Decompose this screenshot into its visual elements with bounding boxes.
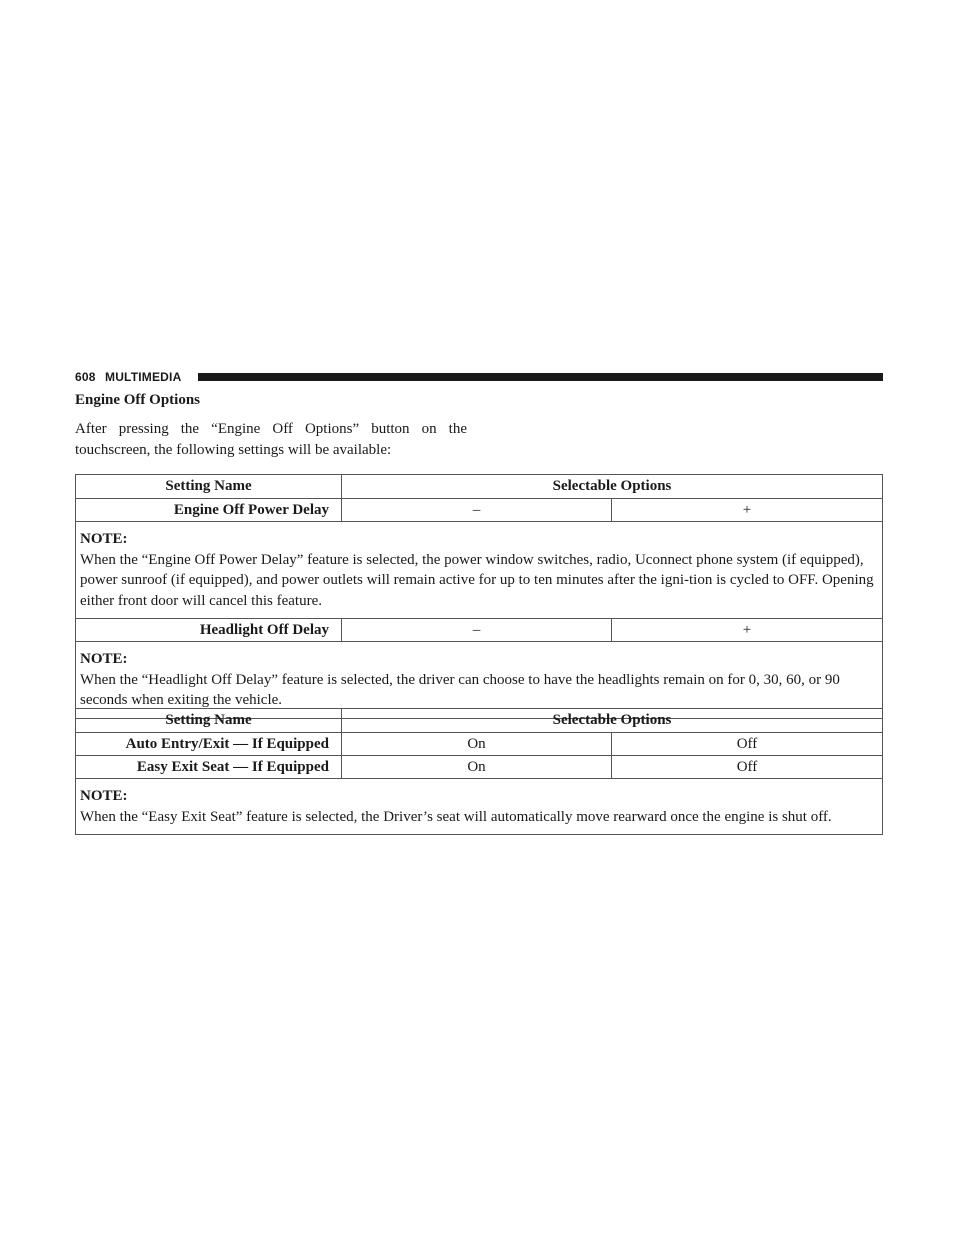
note-text: When the “Engine Off Power Delay” feature is selected, the power window switches, radio, Uconnect phone system (if equipped), power sunroof (if equipped), and power outlets will remain active for up to ten minutes after the igni-tion is cycled to OFF. Opening either front door will cancel this feature. xyxy=(80,551,874,609)
table-header-row xyxy=(76,709,883,733)
settings-table-exit xyxy=(75,708,883,835)
settings-table-engine-off xyxy=(75,474,883,719)
column-header-setting-name: Setting Name xyxy=(76,475,342,499)
note-cell xyxy=(76,522,883,619)
option-increase: + xyxy=(612,499,883,522)
setting-name-easy-exit-seat: Easy Exit Seat — If Equipped xyxy=(76,756,342,779)
column-header-selectable-options: Selectable Options xyxy=(342,475,883,499)
note-row xyxy=(76,522,883,619)
table-row xyxy=(76,733,883,756)
setting-name-engine-off-power-delay: Engine Off Power Delay xyxy=(76,499,342,522)
table-row xyxy=(76,756,883,779)
option-off: Off xyxy=(612,756,883,779)
table-header-row xyxy=(76,475,883,499)
option-off: Off xyxy=(612,733,883,756)
note-row xyxy=(76,779,883,835)
setting-name-auto-entry-exit: Auto Entry/Exit — If Equipped xyxy=(76,733,342,756)
note-text: When the “Headlight Off Delay” feature is selected, the driver can choose to have the headlights remain on for 0, 30, 60, or 90 seconds when exiting the vehicle. xyxy=(80,671,840,708)
note-label: NOTE: xyxy=(80,531,128,547)
option-on: On xyxy=(342,756,612,779)
setting-name-headlight-off-delay: Headlight Off Delay xyxy=(76,619,342,642)
page-header xyxy=(75,369,883,385)
note-row xyxy=(76,642,883,719)
note-cell xyxy=(76,642,883,719)
option-increase: + xyxy=(612,619,883,642)
page-number: 608 xyxy=(75,370,96,384)
table-row xyxy=(76,619,883,642)
column-header-setting-name: Setting Name xyxy=(76,709,342,733)
column-header-selectable-options: Selectable Options xyxy=(342,709,883,733)
intro-paragraph: After pressing the “Engine Off Options” button on the touchscreen, the following settings will be available: xyxy=(75,421,467,458)
note-text: When the “Easy Exit Seat” feature is selected, the Driver’s seat will automatically move rearward once the engine is shut off. xyxy=(80,808,832,825)
option-on: On xyxy=(342,733,612,756)
section-heading: Engine Off Options xyxy=(75,392,201,408)
option-decrease: – xyxy=(342,619,612,642)
note-label: NOTE: xyxy=(80,651,128,667)
note-cell xyxy=(76,779,883,835)
table-row xyxy=(76,499,883,522)
header-rule xyxy=(198,373,883,381)
note-label: NOTE: xyxy=(80,788,128,804)
option-decrease: – xyxy=(342,499,612,522)
section-title: MULTIMEDIA xyxy=(105,370,182,384)
